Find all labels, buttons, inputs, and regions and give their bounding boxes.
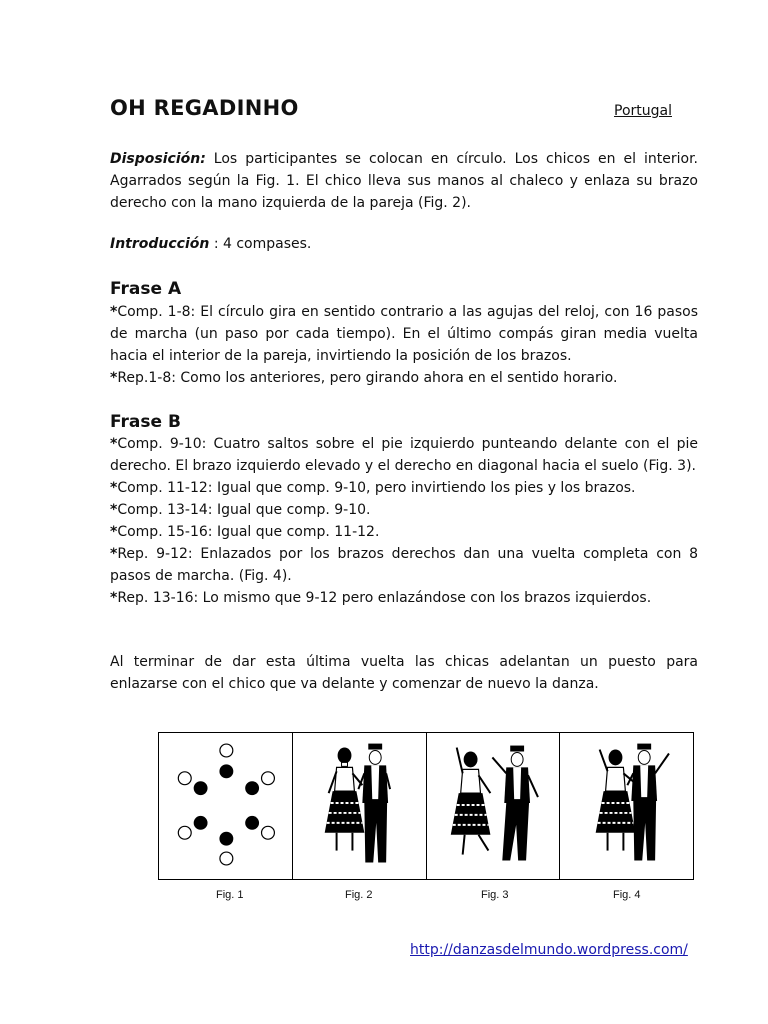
disposicion-label: Disposición: [110,151,206,167]
figure-3-caption: Fig. 3 [481,889,509,901]
frase-a-line: *Rep.1-8: Como los anteriores, pero girando ahora en el sentido horario. [110,370,618,386]
introduccion-label: Introducción [110,236,210,252]
frase-b-line: *Comp. 9-10: Cuatro saltos sobre el pie izquierdo punteando delante con el pie derecho. El brazo izquierdo elevado y el derecho en diagonal hacia el suelo (Fig. 3). [110,436,698,474]
closing-paragraph: Al terminar de dar esta última vuelta las chicas adelantan un puesto para enlazarse con el chico que va delante y comenzar de nuevo la danza. [110,654,698,692]
figure-strip [158,732,694,880]
frase-a-line: *Comp. 1-8: El círculo gira en sentido contrario a las agujas del reloj, con 16 pasos de marcha (un paso por cada tiempo). En el último compás giran media vuelta hacia el interior de la pareja, invirtiendo la posición de los brazos. [110,304,698,364]
page-title: OH REGADINHO [110,96,299,120]
footer-link[interactable]: http://danzasdelmundo.wordpress.com/ [410,942,688,958]
frase-a-heading: Frase A [110,279,182,299]
frase-b-line: *Comp. 11-12: Igual que comp. 9-10, pero invirtiendo los pies y los brazos. [110,480,636,496]
frase-b-line: *Comp. 15-16: Igual que comp. 11-12. [110,524,380,540]
disposicion-paragraph [110,148,698,214]
figure-2-caption: Fig. 2 [345,889,373,901]
figure-1-caption: Fig. 1 [216,889,244,901]
frase-a-body [110,301,698,389]
introduccion-text: : 4 compases. [209,236,312,252]
frase-b-heading: Frase B [110,412,181,432]
figure-1-circle-diagram [159,733,293,879]
frase-b-line: *Comp. 13-14: Igual que comp. 9-10. [110,502,371,518]
figure-4-couple-illustration [560,733,693,879]
introduccion-paragraph [110,233,698,255]
country-label: Portugal [614,103,672,119]
frase-b-body [110,433,698,609]
frase-b-line: *Rep. 13-16: Lo mismo que 9-12 pero enlazándose con los brazos izquierdos. [110,590,652,606]
frase-b-line: *Rep. 9-12: Enlazados por los brazos derechos dan una vuelta completa con 8 pasos de marcha. (Fig. 4). [110,546,698,584]
figure-3-couple-illustration [427,733,561,879]
disposicion-text: Los participantes se colocan en círculo. Los chicos en el interior. Agarrados según la Fig. 1. El chico lleva sus manos al chaleco y enlaza su brazo derecho con la mano izquierda de la pareja (Fig. 2). [110,151,698,211]
figure-4-caption: Fig. 4 [613,889,641,901]
figure-2-couple-illustration [293,733,427,879]
